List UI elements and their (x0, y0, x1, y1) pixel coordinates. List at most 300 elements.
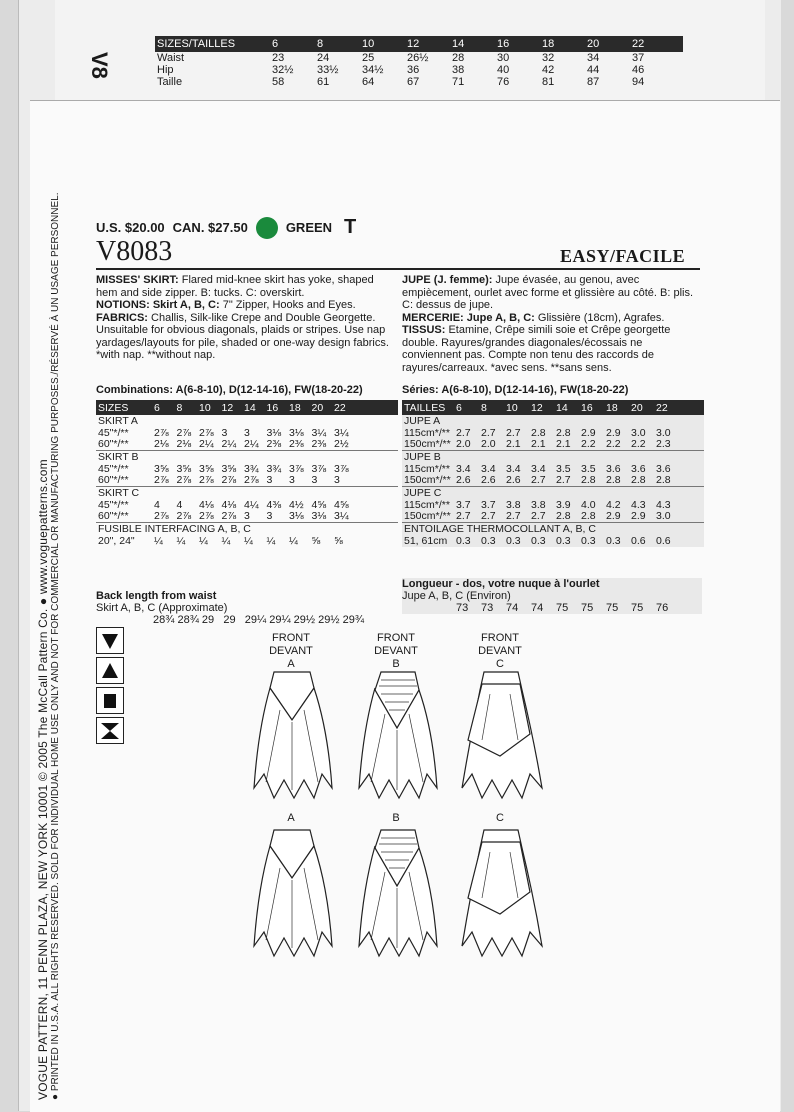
longueur (402, 578, 702, 614)
cell: ¼ (221, 534, 231, 547)
cell: 3 (289, 474, 295, 487)
cell: 2.8 (531, 426, 546, 439)
cell: 36 (407, 64, 420, 76)
row-label: 115cm*/** (404, 426, 450, 439)
cell: 2.9 (631, 510, 646, 523)
cell: 2.7 (506, 510, 521, 523)
cell: 0.6 (631, 534, 646, 547)
cell: 46 (632, 64, 645, 76)
view-label-front-a (251, 632, 331, 671)
row-label: Hip (157, 64, 174, 76)
cell: 71 (452, 76, 465, 88)
cell: 34½ (362, 64, 384, 76)
cell: 2.8 (606, 474, 621, 487)
back-length-sub: Skirt A, B, C (Approximate) (96, 602, 228, 614)
french-description (402, 274, 702, 374)
cell: 3⅝ (176, 462, 192, 475)
cell: 2.7 (531, 474, 546, 487)
cell: 2.7 (456, 510, 471, 523)
label-front: FRONT (481, 632, 519, 644)
cell: ¼ (154, 534, 163, 547)
cell: 3.4 (506, 462, 521, 475)
cell: 33½ (317, 64, 339, 76)
cell: 2¼ (199, 438, 214, 451)
row-label: 45"*/** (98, 462, 129, 475)
cell: 3⅞ (311, 462, 327, 475)
label-devant: DEVANT (478, 645, 522, 657)
section-title: SKIRT B (96, 450, 398, 463)
cell: 2⅛ (154, 438, 169, 451)
en-fabrics: Challis, Silk-like Crepe and Double Georgette. Unsuitable for obvious diagonals, plaids or stripes. Use nap yardages/layouts for pile, shaded or one-way design fabrics. *with nap. **without nap. (96, 311, 389, 361)
cell: 2⅞ (176, 426, 192, 439)
fr-title: JUPE (J. femme): (402, 274, 493, 286)
cell: 4 (176, 498, 183, 511)
cell: 38 (452, 64, 465, 76)
cell: 4.3 (656, 498, 671, 511)
table-row (402, 511, 704, 523)
layout-symbols (96, 627, 124, 747)
cell: 44 (587, 64, 600, 76)
cell: 2.6 (506, 474, 521, 487)
skirt-c-back-drawing (460, 828, 544, 960)
cell: 2¼ (221, 438, 237, 451)
cell: 87 (587, 76, 600, 88)
longueur-title: Longueur - dos, votre nuque à l'ourlet (402, 578, 600, 590)
top-table-row (155, 64, 683, 76)
cell: 3.7 (481, 498, 496, 511)
header-cell: 16 (581, 401, 593, 414)
cell: 3.5 (581, 462, 596, 475)
table-header (96, 400, 398, 415)
cell: 2.8 (581, 510, 596, 523)
cell: 2⅞ (221, 510, 237, 523)
en-title: MISSES' SKIRT: (96, 274, 179, 286)
cell: 32½ (272, 64, 294, 76)
cell: 3⅞ (289, 462, 304, 475)
header-cell: 8 (317, 38, 324, 50)
cell: 0.3 (481, 534, 496, 547)
header-cell: 12 (407, 38, 420, 50)
header-cell: 12 (221, 401, 234, 414)
row-label: 115cm*/** (404, 462, 450, 475)
cell: 58 (272, 76, 285, 88)
cell: 0.6 (656, 534, 671, 547)
cell: 3.4 (531, 462, 546, 475)
cell: 3⅛ (311, 510, 327, 523)
header-cell: 14 (244, 401, 256, 414)
cell: 2.8 (556, 510, 571, 523)
cell: 2.8 (656, 474, 671, 487)
cell: 3¾ (244, 462, 259, 475)
header-cell: 10 (362, 38, 375, 50)
row-label: 150cm*/** (404, 510, 451, 523)
longueur-value: 76 (656, 602, 669, 614)
row-label: 60"*/** (98, 474, 129, 487)
fr-desc: Jupe évasée, au genou, avec empiècement, ourlet avec forme et glissière au côté. B: plis. C: dessus de jupe. (402, 274, 694, 311)
cell: 34 (587, 52, 600, 64)
cell: 3.4 (481, 462, 496, 475)
cell: 3.4 (456, 462, 471, 475)
header-cell: 6 (456, 401, 462, 414)
cell: 3⅛ (289, 510, 304, 523)
cell: 4¼ (244, 498, 259, 511)
triangle-up-icon (96, 657, 124, 684)
table-header (402, 400, 704, 415)
cell: 2.8 (556, 426, 571, 439)
table-row (96, 439, 398, 451)
table-row (96, 463, 398, 475)
header-cell: 16 (266, 401, 279, 414)
cell: 2¼ (244, 438, 259, 451)
fr-fabrics: Etamine, Crêpe simili soie et Crêpe georgette double. Rayures/grandes diagonales/écossais ne conviennent pas. Compte non tenu des raccords de rayures/carreaux. *avec sens. **sans sens. (402, 324, 671, 374)
skirt-b-front-drawing (357, 670, 439, 802)
cell: 3¾ (266, 462, 282, 475)
cell: 3.8 (531, 498, 546, 511)
top-table-row (155, 76, 683, 88)
row-label: 150cm*/** (404, 474, 451, 487)
header-cell: 8 (481, 401, 487, 414)
cell: 3¼ (311, 426, 327, 439)
header-cell: SIZES (98, 401, 129, 414)
spine-line-1: VOGUE PATTERN, 11 PENN PLAZA, NEW YORK 10001 © 2005 The McCall Pattern Co. ● www.voguepatterns.com (36, 459, 50, 1100)
cell: 2.1 (506, 438, 521, 451)
cell: 3 (244, 426, 250, 439)
french-yardage-table (402, 400, 704, 547)
cell: 0.3 (531, 534, 546, 547)
header-cell: 12 (531, 401, 543, 414)
cell: 2⅞ (199, 426, 214, 439)
cell: ⅝ (334, 534, 343, 547)
cell: 2.8 (581, 474, 596, 487)
row-label: Taille (157, 76, 183, 88)
header-cell: 10 (199, 401, 211, 414)
cell: ¼ (289, 534, 298, 547)
fr-notions-label: MERCERIE: Jupe A, B, C: (402, 311, 535, 324)
cell: 3.6 (631, 462, 646, 475)
fr-fabrics-label: TISSUS: (402, 324, 446, 336)
color-label: GREEN (285, 220, 333, 235)
cell: 2.8 (631, 474, 646, 487)
difficulty-label: EASY/FACILE (560, 246, 686, 266)
cell: 4½ (289, 498, 304, 511)
header-cell: 10 (506, 401, 518, 414)
cell: 2.7 (556, 474, 571, 487)
label-view: B (392, 658, 400, 670)
cell: 3.0 (631, 426, 646, 439)
row-label: 51, 61cm (404, 534, 448, 547)
table-row (402, 439, 704, 451)
us-price: U.S. $20.00 (96, 220, 165, 235)
header-cell: 22 (632, 38, 645, 50)
cell: 2.6 (456, 474, 471, 487)
cell: 2⅜ (289, 438, 304, 451)
cell: 25 (362, 52, 375, 64)
en-notions: 7" Zipper, Hooks and Eyes. (222, 299, 356, 311)
cell: 2⅞ (199, 474, 214, 487)
size-letter: T (344, 216, 357, 238)
cell: 30 (497, 52, 510, 64)
en-notions-label: NOTIONS: Skirt A, B, C: (96, 299, 220, 311)
cell: 61 (317, 76, 330, 88)
cell: 24 (317, 52, 330, 64)
cell: 2⅛ (176, 438, 192, 451)
longueur-value: 73 (456, 602, 469, 614)
longueur-values (402, 602, 702, 614)
fr-notions: Glissière (18cm), Agrafes. (537, 311, 665, 324)
header-cell: 20 (631, 401, 643, 414)
cell: 3.9 (556, 498, 571, 511)
back-length (96, 590, 364, 626)
row-label: 150cm*/** (404, 438, 451, 451)
longueur-value: 74 (531, 602, 544, 614)
section-title: JUPE C (402, 486, 704, 499)
label-view: C (496, 658, 504, 670)
cell: 4 (154, 498, 160, 511)
header-cell: 8 (176, 401, 183, 414)
table-row (96, 535, 398, 547)
section-title: SKIRT A (98, 415, 138, 427)
cell: 32 (542, 52, 555, 64)
view-label-back-a: A (287, 812, 295, 824)
cell: 64 (362, 76, 375, 88)
row-label: 45"*/** (98, 426, 129, 439)
hourglass-icon (96, 717, 124, 744)
cell: 3¼ (334, 426, 349, 439)
longueur-value: 73 (481, 602, 494, 614)
cell: 2⅞ (221, 474, 237, 487)
cell: 2.7 (456, 426, 471, 439)
cell: ¼ (266, 534, 276, 547)
cell: 4⅜ (266, 498, 282, 511)
green-dot-icon (256, 217, 278, 239)
skirt-b-back-drawing (357, 828, 439, 960)
table-row (402, 463, 704, 475)
header-cell: 18 (606, 401, 618, 414)
cell: 0.3 (581, 534, 596, 547)
en-combinations: Combinations: A(6-8-10), D(12-14-16), FW(18-20-22) (96, 384, 363, 396)
cell: 4⅛ (199, 498, 214, 511)
section-title: JUPE B (402, 450, 704, 463)
cell: 4⅝ (334, 498, 349, 511)
header-cell: 22 (334, 401, 346, 414)
cell: 2.0 (481, 438, 496, 451)
cell: 3⅞ (334, 462, 349, 475)
cell: 3 (311, 474, 318, 487)
cell: 3.6 (606, 462, 621, 475)
skirt-c-front-drawing (460, 670, 544, 802)
table-row (402, 499, 704, 511)
header-cell: 22 (656, 401, 668, 414)
cell: 2.7 (506, 426, 521, 439)
section-title: ENTOILAGE THERMOCOLLANT A, B, C (402, 522, 704, 535)
cell: 3⅛ (289, 426, 304, 439)
cell: 2⅞ (199, 510, 214, 523)
view-label-front-b (356, 632, 436, 671)
can-price: CAN. $27.50 (172, 220, 248, 235)
section-title: JUPE A (404, 415, 441, 427)
cell: 4.0 (581, 498, 596, 511)
cell: 2½ (334, 438, 349, 451)
row-label: 60"*/** (98, 510, 129, 523)
cell: 3⅝ (199, 462, 214, 475)
cell: 0.3 (456, 534, 471, 547)
triangle-down-icon (96, 627, 124, 654)
cell: 2.7 (531, 510, 546, 523)
cell: 2⅞ (154, 474, 169, 487)
label-view: A (287, 658, 295, 670)
cell: 2.3 (656, 438, 671, 451)
table-row (96, 499, 398, 511)
cell: 4.3 (631, 498, 646, 511)
cell: 2.0 (456, 438, 471, 451)
cell: 2.7 (481, 510, 496, 523)
header-cell: 14 (452, 38, 465, 50)
header-cell: 16 (497, 38, 510, 50)
cell: 40 (497, 64, 510, 76)
section-title: FUSIBLE INTERFACING A, B, C (96, 522, 398, 535)
english-yardage-table (96, 400, 398, 547)
table-row (402, 535, 704, 547)
cell: 26½ (407, 52, 429, 64)
view-label-front-c (460, 632, 540, 671)
header-cell: 18 (542, 38, 555, 50)
cell: 4⅛ (221, 498, 237, 511)
cell: 2.2 (606, 438, 621, 451)
cell: 3 (266, 474, 273, 487)
cell: ⅝ (311, 534, 321, 547)
cell: 67 (407, 76, 420, 88)
divider (96, 268, 700, 270)
back-length-title: Back length from waist (96, 590, 217, 602)
spine-line-2: ● PRINTED IN U.S.A. ALL RIGHTS RESERVED. SOLD FOR INDIVIDUAL HOME USE ONLY AND NOT FOR COMMERCIAL OR MANUFACTURING PURPOSES./RÉSERVÉ À UN USAGE PERSONNEL. (50, 192, 61, 1100)
label-devant: DEVANT (374, 645, 418, 657)
cell: 0.3 (556, 534, 571, 547)
cell: ¼ (176, 534, 186, 547)
header-cell: 6 (272, 38, 279, 50)
cell: 76 (497, 76, 510, 88)
cell: 37 (632, 52, 645, 64)
cell: 3 (334, 474, 340, 487)
row-label: 115cm*/** (404, 498, 450, 511)
cell: 3 (266, 510, 273, 523)
section-title: SKIRT C (96, 486, 398, 499)
cell: 4.2 (606, 498, 621, 511)
header-cell: 20 (311, 401, 324, 414)
row-label: 20", 24" (98, 534, 135, 547)
cell: 3⅛ (266, 426, 282, 439)
header-cell: SIZES/TAILLES (157, 38, 236, 50)
cell: 3.0 (656, 510, 671, 523)
spine-text (36, 40, 61, 1100)
view-label-back-b: B (392, 812, 400, 824)
english-description (96, 274, 396, 362)
label-front: FRONT (377, 632, 415, 644)
cell: 2.2 (631, 438, 646, 451)
cell: 81 (542, 76, 555, 88)
cell: 3.0 (656, 426, 671, 439)
header-cell: 18 (289, 401, 301, 414)
table-row (402, 427, 704, 439)
cell: 2.9 (581, 426, 596, 439)
cell: 2⅞ (154, 510, 169, 523)
header-cell: TAILLES (404, 401, 446, 414)
cell: 2⅞ (154, 426, 169, 439)
pattern-number: V8083 (96, 236, 173, 267)
square-icon (96, 687, 124, 714)
cell: 2⅞ (244, 474, 259, 487)
cell: 3⅝ (154, 462, 169, 475)
top-table-row (155, 52, 683, 64)
cell: 2.9 (606, 510, 621, 523)
cell: 2⅞ (176, 474, 192, 487)
row-label: 45"*/** (98, 498, 129, 511)
cell: 23 (272, 52, 285, 64)
top-table-header (155, 36, 683, 52)
cell: 2.1 (531, 438, 546, 451)
cell: 2⅜ (266, 438, 282, 451)
top-size-table (155, 36, 683, 88)
cell: 3.8 (506, 498, 521, 511)
cell: 3.5 (556, 462, 571, 475)
fr-combinations: Séries: A(6-8-10), D(12-14-16), FW(18-20-22) (402, 384, 629, 396)
cell: 0.3 (606, 534, 621, 547)
cell: ¼ (199, 534, 208, 547)
longueur-value: 75 (606, 602, 619, 614)
skirt-a-front-drawing (252, 670, 334, 802)
longueur-value: 74 (506, 602, 519, 614)
cell: 3 (244, 510, 250, 523)
cell: 3 (221, 426, 228, 439)
cell: 2.9 (606, 426, 621, 439)
table-row (96, 511, 398, 523)
cell: 2⅜ (311, 438, 327, 451)
table-row (96, 475, 398, 487)
cell: 3.6 (656, 462, 671, 475)
back-length-values: 28¾ 28¾ 29 29 29¼ 29¼ 29½ 29½ 29¾ (153, 614, 365, 626)
cell: 2.7 (481, 426, 496, 439)
row-label: Waist (157, 52, 185, 64)
header-cell: 6 (154, 401, 160, 414)
en-desc: Flared mid-knee skirt has yoke, shaped hem and side zipper. B: tucks. C: overskirt. (96, 274, 374, 299)
cell: 3¼ (334, 510, 349, 523)
cell: 94 (632, 76, 645, 88)
cell: 3.7 (456, 498, 471, 511)
header-cell: 20 (587, 38, 600, 50)
cell: ¼ (244, 534, 253, 547)
cell: 2⅞ (176, 510, 192, 523)
longueur-value: 75 (631, 602, 644, 614)
cell: 0.3 (506, 534, 521, 547)
cell: 28 (452, 52, 465, 64)
cell: 2.1 (556, 438, 571, 451)
skirt-a-back-drawing (252, 828, 334, 960)
cell: 4⅝ (311, 498, 327, 511)
cell: 2.6 (481, 474, 496, 487)
en-fabrics-label: FABRICS: (96, 311, 148, 324)
header-cell: 14 (556, 401, 568, 414)
row-label: 60"*/** (98, 438, 129, 451)
cell: 2.2 (581, 438, 596, 451)
cell: 42 (542, 64, 555, 76)
label-front: FRONT (272, 632, 310, 644)
longueur-value: 75 (581, 602, 594, 614)
longueur-value: 75 (556, 602, 569, 614)
table-row (402, 475, 704, 487)
label-devant: DEVANT (269, 645, 313, 657)
side-pattern-number: V8 (87, 52, 112, 79)
view-label-back-c: C (496, 812, 504, 824)
cell: 3⅝ (221, 462, 237, 475)
